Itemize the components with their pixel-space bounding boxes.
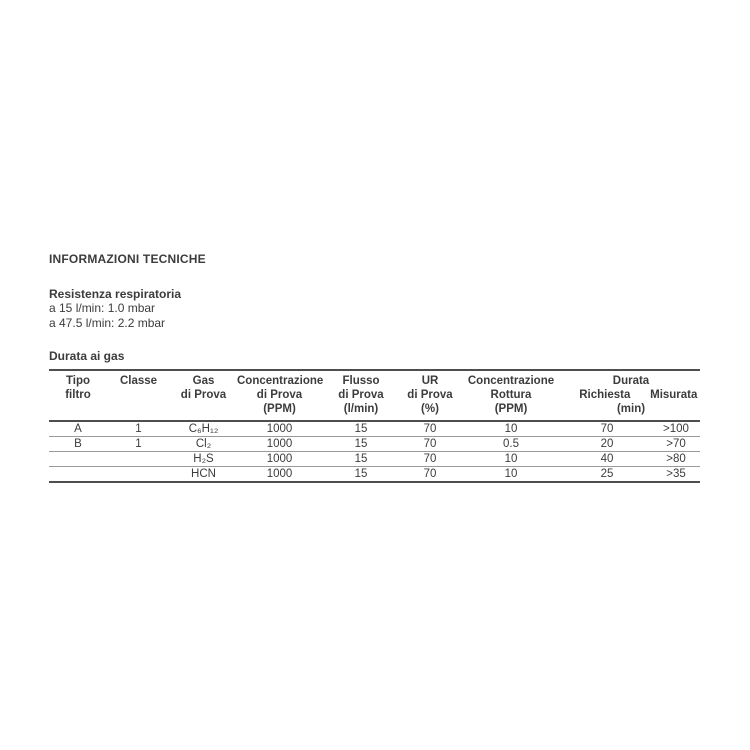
cell-flusso: 15 xyxy=(354,453,368,465)
col-header-gas-di-prova: Gas di Prova xyxy=(170,370,237,421)
cell-tipo-filtro: A xyxy=(74,423,82,435)
cell-concentrazione-prova: 1000 xyxy=(266,453,293,465)
cell-ur: 70 xyxy=(423,468,437,480)
cell-durata-misurata: >100 xyxy=(663,423,689,435)
col-header-flusso-di-prova: Flusso di Prova (l/min) xyxy=(322,370,400,421)
durata-subheaders xyxy=(562,388,700,402)
cell-durata-misurata: >35 xyxy=(666,468,686,480)
cell-gas: H₂S xyxy=(193,453,214,465)
col-header-durata-group xyxy=(562,370,700,421)
page-title: INFORMAZIONI TECNICHE xyxy=(49,252,206,266)
cell-durata-richiesta: 25 xyxy=(600,468,614,480)
cell-durata-richiesta: 40 xyxy=(600,453,614,465)
cell-tipo-filtro xyxy=(49,467,107,483)
cell-tipo-filtro xyxy=(49,452,107,467)
cell-flusso: 15 xyxy=(354,468,368,480)
technical-info-section xyxy=(49,252,700,483)
cell-gas: C₆H₁₂ xyxy=(188,423,219,435)
table-row xyxy=(49,421,700,437)
col-header-classe: Classe xyxy=(107,370,170,421)
respiratory-resistance-line-2: a 47.5 l/min: 2.2 mbar xyxy=(49,316,166,330)
col-header-concentrazione-rottura: Concentrazione Rottura (PPM) xyxy=(460,370,562,421)
durata-title: Durata xyxy=(612,375,650,387)
cell-concentrazione-rottura: 10 xyxy=(504,468,518,480)
table-row xyxy=(49,437,700,452)
cell-concentrazione-rottura: 10 xyxy=(504,423,518,435)
cell-concentrazione-rottura: 10 xyxy=(504,453,518,465)
durata-richiesta-label: Richiesta xyxy=(579,389,631,401)
cell-durata-richiesta: 70 xyxy=(600,423,614,435)
cell-durata-richiesta: 20 xyxy=(600,438,614,450)
cell-tipo-filtro: B xyxy=(74,438,82,450)
col-header-ur-di-prova: UR di Prova (%) xyxy=(400,370,460,421)
table-row xyxy=(49,467,700,483)
cell-durata-misurata: >70 xyxy=(666,438,686,450)
cell-classe xyxy=(107,452,170,467)
respiratory-resistance-heading: Resistenza respiratoria xyxy=(49,287,182,301)
cell-classe: 1 xyxy=(135,423,142,435)
cell-classe xyxy=(107,467,170,483)
cell-gas: HCN xyxy=(191,468,216,480)
cell-flusso: 15 xyxy=(354,438,368,450)
respiratory-resistance-line-1: a 15 l/min: 1.0 mbar xyxy=(49,301,156,315)
cell-durata-misurata: >80 xyxy=(666,453,686,465)
gas-duration-table xyxy=(49,369,700,483)
cell-flusso: 15 xyxy=(354,423,368,435)
cell-concentrazione-prova: 1000 xyxy=(266,423,293,435)
cell-concentrazione-rottura: 0.5 xyxy=(503,438,519,450)
cell-ur: 70 xyxy=(423,438,437,450)
gas-duration-heading: Durata ai gas xyxy=(49,349,125,363)
table-row xyxy=(49,452,700,467)
cell-ur: 70 xyxy=(423,423,437,435)
col-header-concentrazione-di-prova: Concentrazione di Prova (PPM) xyxy=(237,370,322,421)
cell-concentrazione-prova: 1000 xyxy=(266,438,293,450)
cell-classe: 1 xyxy=(135,438,142,450)
table-header-row xyxy=(49,370,700,421)
durata-misurata-label: Misurata xyxy=(650,389,698,401)
col-header-tipo-filtro: Tipo filtro xyxy=(49,370,107,421)
cell-gas: Cl₂ xyxy=(195,438,212,450)
cell-concentrazione-prova: 1000 xyxy=(266,468,293,480)
cell-ur: 70 xyxy=(423,453,437,465)
durata-unit: (min) xyxy=(616,403,646,415)
